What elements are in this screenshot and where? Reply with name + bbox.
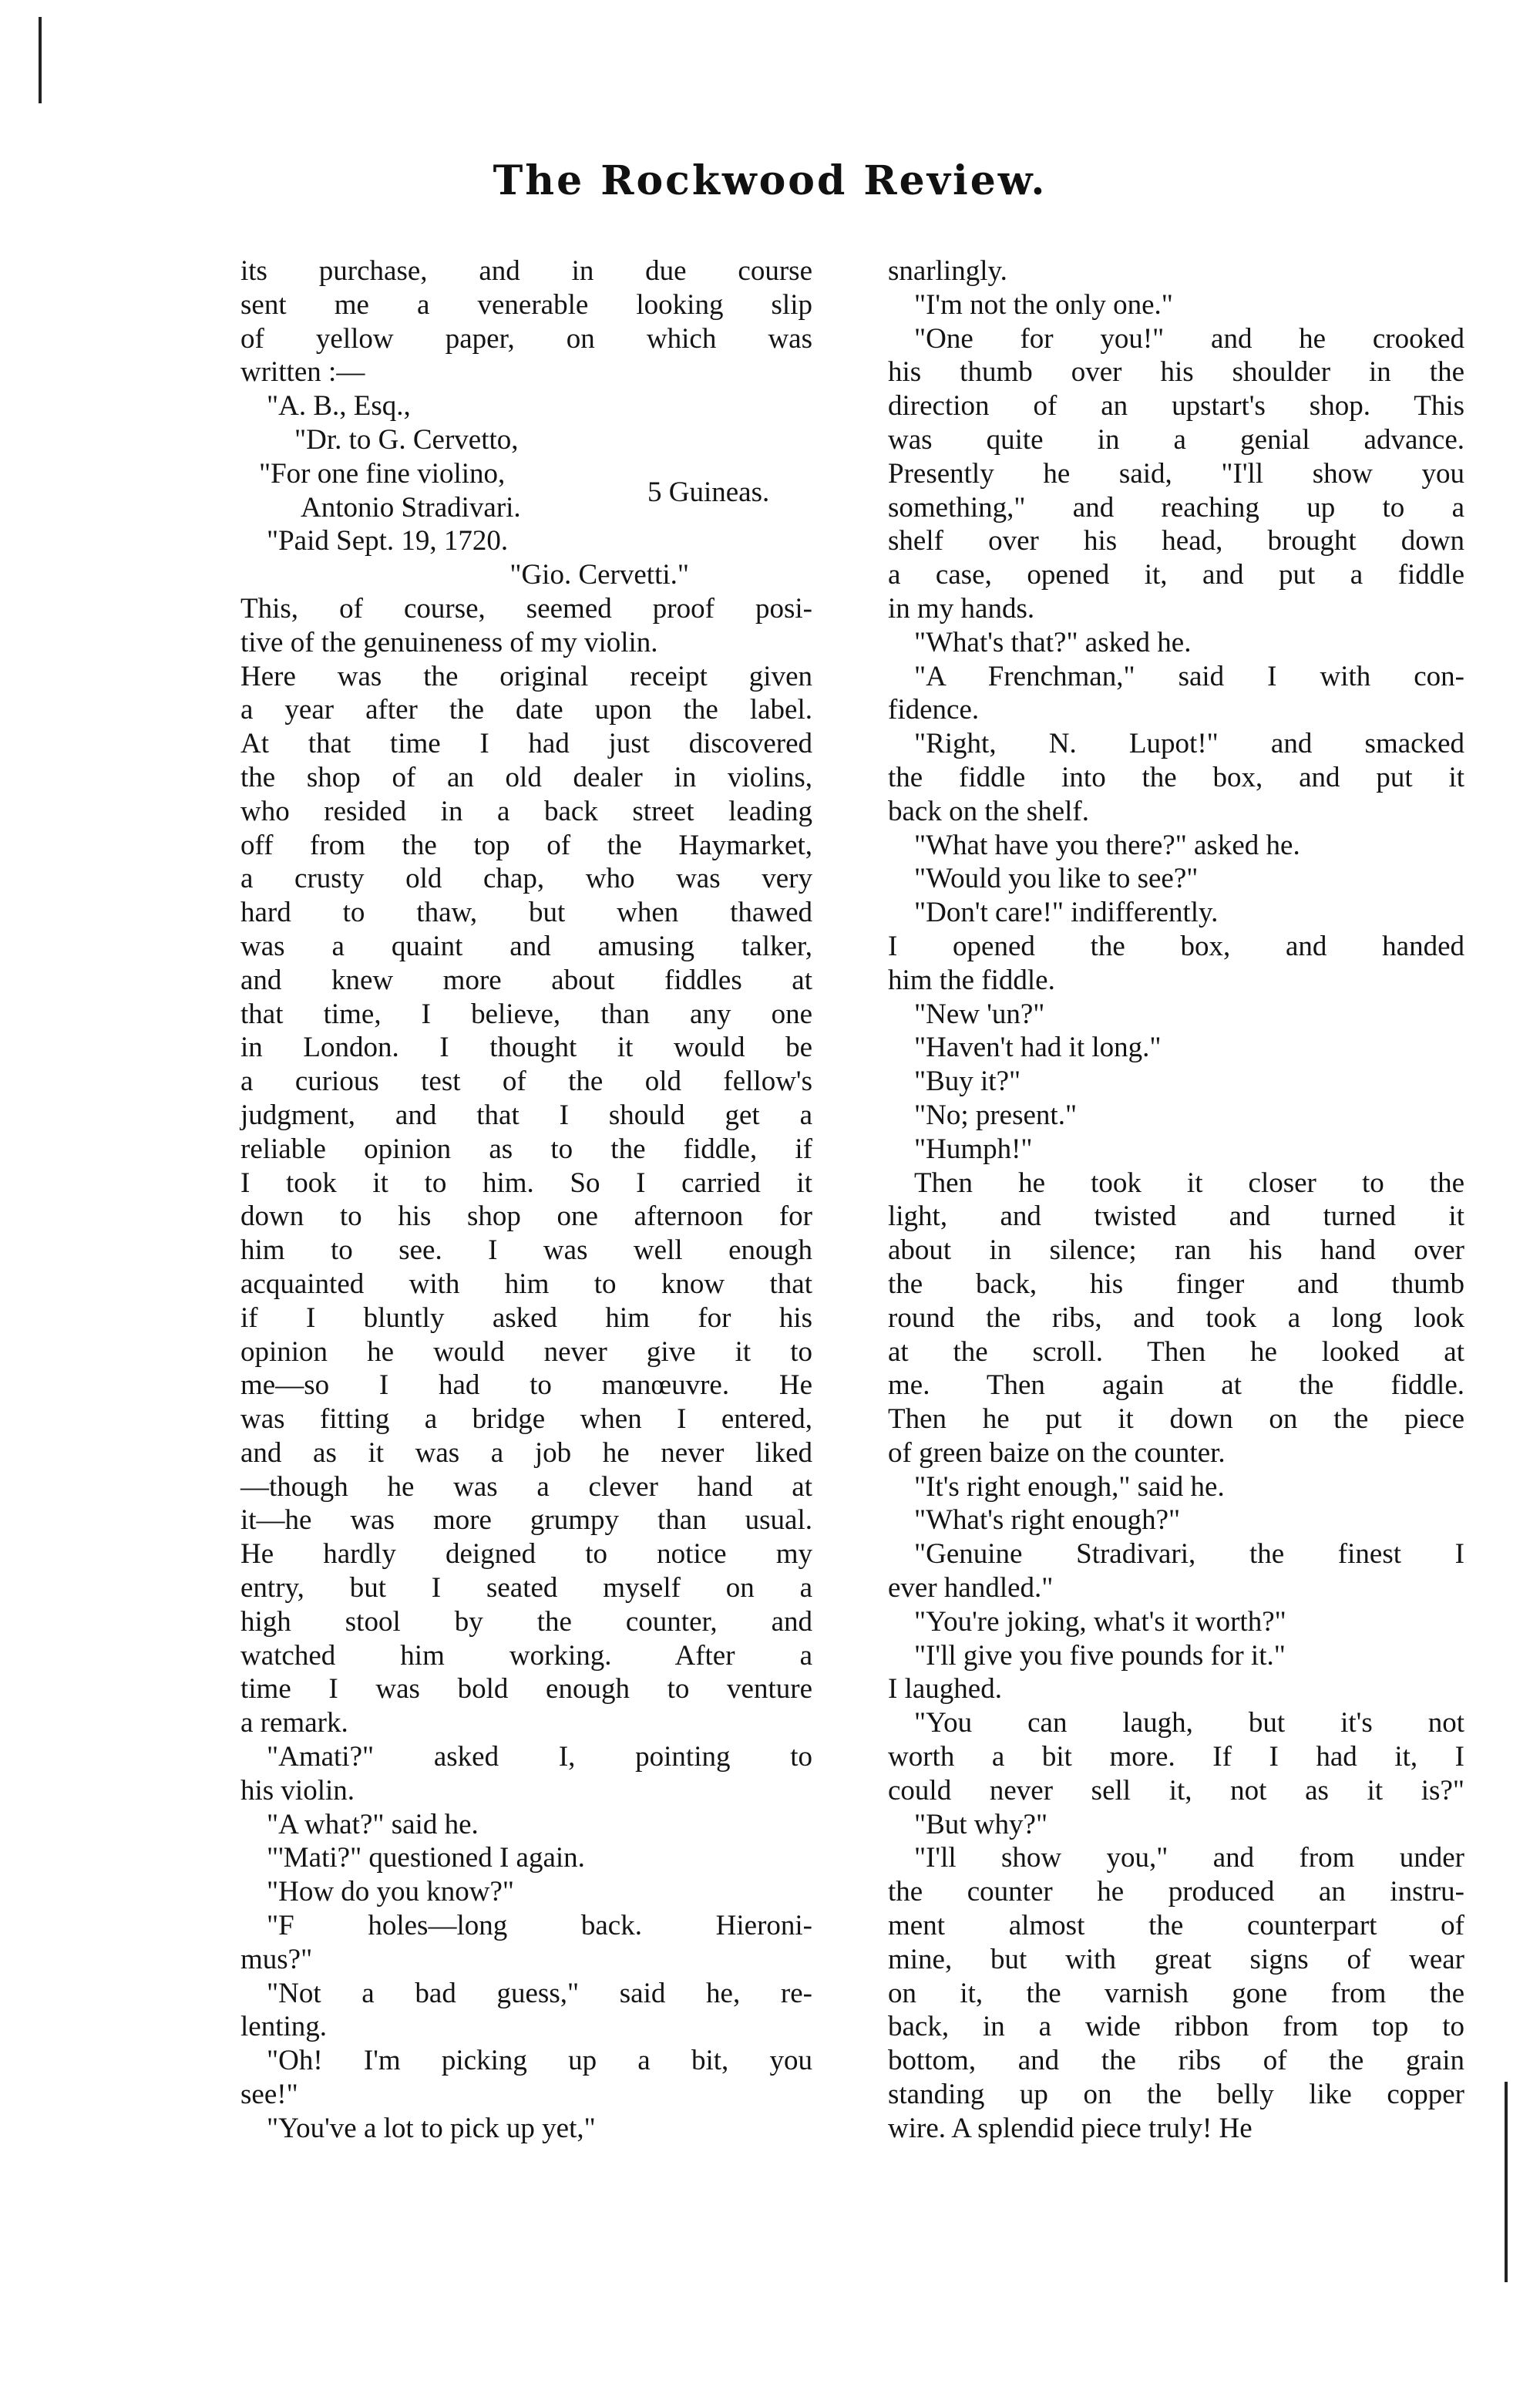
text-line: off from the top of the Haymarket, (240, 829, 812, 861)
text-line: it—he was more grumpy than usual. (240, 1504, 812, 1537)
text-line: hard to thaw, but when thawed (240, 897, 812, 929)
signature-line: "Gio. Cervetti." (509, 559, 689, 591)
left-column (240, 254, 812, 2146)
text-line: and as it was a job he never liked (240, 1436, 812, 1469)
text-line: He hardly deigned to notice my (240, 1538, 812, 1571)
text-line: round the ribs, and took a long look (888, 1301, 1464, 1334)
right-column (888, 254, 1464, 2146)
text-line: about in silence; ran his hand over (888, 1234, 1464, 1267)
text-line: a crusty old chap, who was very (240, 863, 812, 895)
text-line: "F holes—long back. Hieroni- (267, 1910, 812, 1942)
text-line: bottom, and the ribs of the grain (888, 2045, 1464, 2077)
text-line: "No; present." (914, 1099, 1078, 1131)
text-line: something," and reaching up to a (888, 491, 1464, 524)
binding-mark-left (39, 17, 42, 103)
text-line: "Not a bad guess," said he, re- (267, 1977, 812, 2009)
text-line: opinion he would never give it to (240, 1335, 812, 1368)
text-line: a year after the date upon the label. (240, 694, 812, 726)
text-line: lenting. (240, 2011, 328, 2043)
page-title: The Rockwood Review. (493, 157, 1047, 204)
binding-mark-right (1505, 2082, 1508, 2282)
text-line: the back, his finger and thumb (888, 1268, 1464, 1300)
text-line: a case, opened it, and put a fiddle (888, 559, 1464, 591)
left-body (240, 592, 812, 2146)
text-line: "Oh! I'm picking up a bit, you (267, 2045, 812, 2077)
text-line: Here was the original receipt given (240, 660, 812, 692)
text-line: mus?" (240, 1943, 313, 1975)
text-line: me—so I had to manœuvre. He (240, 1369, 812, 1402)
text-line: "Amati?" asked I, pointing to (267, 1741, 812, 1773)
text-line: the fiddle into the box, and put it (888, 761, 1464, 793)
text-line: "A what?" said he. (267, 1808, 479, 1840)
text-line: its purchase, and in due course (240, 255, 812, 287)
text-line: "A. B., Esq., (267, 390, 411, 423)
text-line: his violin. (240, 1774, 355, 1806)
text-line: judgment, and that I should get a (240, 1099, 812, 1131)
text-line: "'Mati?" questioned I again. (267, 1842, 585, 1874)
text-line: worth a bit more. If I had it, I (888, 1741, 1464, 1773)
text-line: me. Then again at the fiddle. (888, 1369, 1464, 1402)
text-line: I took it to him. So I carried it (240, 1167, 812, 1199)
text-line: "A Frenchman," said I with con- (914, 660, 1464, 692)
receipt-amount: 5 Guineas. (647, 476, 770, 508)
text-line: I opened the box, and handed (888, 930, 1464, 962)
text-line: "I'm not the only one." (914, 288, 1173, 321)
text-line: and knew more about fiddles at (240, 964, 812, 996)
text-line: in my hands. (888, 592, 1035, 625)
text-line: Presently he said, "I'll show you (888, 457, 1464, 490)
text-line: see!" (240, 2079, 298, 2111)
text-line: "You can laugh, but it's not (914, 1707, 1464, 1739)
text-line: reliable opinion as to the fiddle, if (240, 1133, 812, 1165)
text-line: This, of course, seemed proof posi- (240, 592, 812, 625)
text-line: "I'll give you five pounds for it." (914, 1639, 1286, 1672)
text-line: at the scroll. Then he looked at (888, 1335, 1464, 1368)
right-body (888, 254, 1464, 2146)
text-line: of yellow paper, on which was (240, 322, 812, 355)
text-line: "Would you like to see?" (914, 863, 1199, 895)
text-line: "One for you!" and he crooked (914, 322, 1464, 355)
text-line: him to see. I was well enough (240, 1234, 812, 1267)
receipt-line: "For one fine violino, (259, 457, 506, 490)
text-line: sent me a venerable looking slip (240, 288, 812, 321)
text-line: down to his shop one afternoon for (240, 1200, 812, 1233)
text-line: his thumb over his shoulder in the (888, 356, 1464, 389)
text-line: "I'll show you," and from under (914, 1842, 1464, 1874)
text-line: "Don't care!" indifferently. (914, 897, 1219, 929)
text-line: written :— (240, 356, 365, 389)
text-line: back, in a wide ribbon from top to (888, 2011, 1464, 2043)
text-line: was a quaint and amusing talker, (240, 930, 812, 962)
text-line: "How do you know?" (267, 1876, 515, 1908)
text-line: "What's that?" asked he. (914, 626, 1192, 658)
text-line: tive of the genuineness of my violin. (240, 626, 658, 658)
text-line: shelf over his head, brought down (888, 525, 1464, 557)
text-line: of green baize on the counter. (888, 1436, 1226, 1469)
text-line: the shop of an old dealer in violins, (240, 761, 812, 793)
text-line: in London. I thought it would be (240, 1032, 812, 1064)
text-line: I laughed. (888, 1673, 1002, 1705)
text-line: "What's right enough?" (914, 1504, 1181, 1537)
text-line: "It's right enough," said he. (914, 1470, 1225, 1503)
text-line: high stool by the counter, and (240, 1605, 812, 1638)
text-line: "Haven't had it long." (914, 1032, 1162, 1064)
text-line: watched him working. After a (240, 1639, 812, 1672)
text-line: on it, the varnish gone from the (888, 1977, 1464, 2009)
text-line: wire. A splendid piece truly! He (888, 2112, 1253, 2144)
text-line: ever handled." (888, 1572, 1054, 1604)
text-line: light, and twisted and turned it (888, 1200, 1464, 1233)
receipt-line: Antonio Stradivari. (301, 491, 521, 524)
text-line: Then he took it closer to the (914, 1167, 1464, 1199)
text-line: "Genuine Stradivari, the finest I (914, 1538, 1464, 1571)
text-line: entry, but I seated myself on a (240, 1572, 812, 1604)
text-line: standing up on the belly like copper (888, 2079, 1464, 2111)
text-line: "But why?" (914, 1808, 1048, 1840)
text-line: "Humph!" (914, 1133, 1033, 1165)
text-line: "Buy it?" (914, 1066, 1021, 1098)
text-line: back on the shelf. (888, 795, 1089, 827)
text-line: "New 'un?" (914, 998, 1045, 1030)
text-line: mine, but with great signs of wear (888, 1943, 1464, 1975)
text-line: acquainted with him to know that (240, 1268, 812, 1300)
text-line: "You've a lot to pick up yet," (267, 2112, 596, 2144)
text-line: Then he put it down on the piece (888, 1403, 1464, 1436)
text-line: was fitting a bridge when I entered, (240, 1403, 812, 1436)
text-line: "What have you there?" asked he. (914, 829, 1300, 861)
text-line: a curious test of the old fellow's (240, 1066, 812, 1098)
text-line: that time, I believe, than any one (240, 998, 812, 1030)
text-line: the counter he produced an instru- (888, 1876, 1464, 1908)
text-line: ment almost the counterpart of (888, 1910, 1464, 1942)
text-line: At that time I had just discovered (240, 728, 812, 760)
text-line: time I was bold enough to venture (240, 1673, 812, 1705)
text-line: a remark. (240, 1707, 348, 1739)
text-line: direction of an upstart's shop. This (888, 390, 1464, 423)
text-line: who resided in a back street leading (240, 795, 812, 827)
receipt-block (240, 457, 812, 525)
text-line: "Dr. to G. Cervetto, (294, 423, 519, 456)
text-line: him the fiddle. (888, 964, 1055, 996)
text-line: could never sell it, not as it is?" (888, 1774, 1464, 1806)
text-line: if I bluntly asked him for his (240, 1301, 812, 1334)
text-line: "Paid Sept. 19, 1720. (267, 525, 509, 557)
text-line: "You're joking, what's it worth?" (914, 1605, 1286, 1638)
text-line: fidence. (888, 694, 980, 726)
text-line: —though he was a clever hand at (240, 1470, 812, 1503)
text-line: was quite in a genial advance. (888, 423, 1464, 456)
text-line: "Right, N. Lupot!" and smacked (914, 728, 1464, 760)
text-line: snarlingly. (888, 255, 1007, 287)
